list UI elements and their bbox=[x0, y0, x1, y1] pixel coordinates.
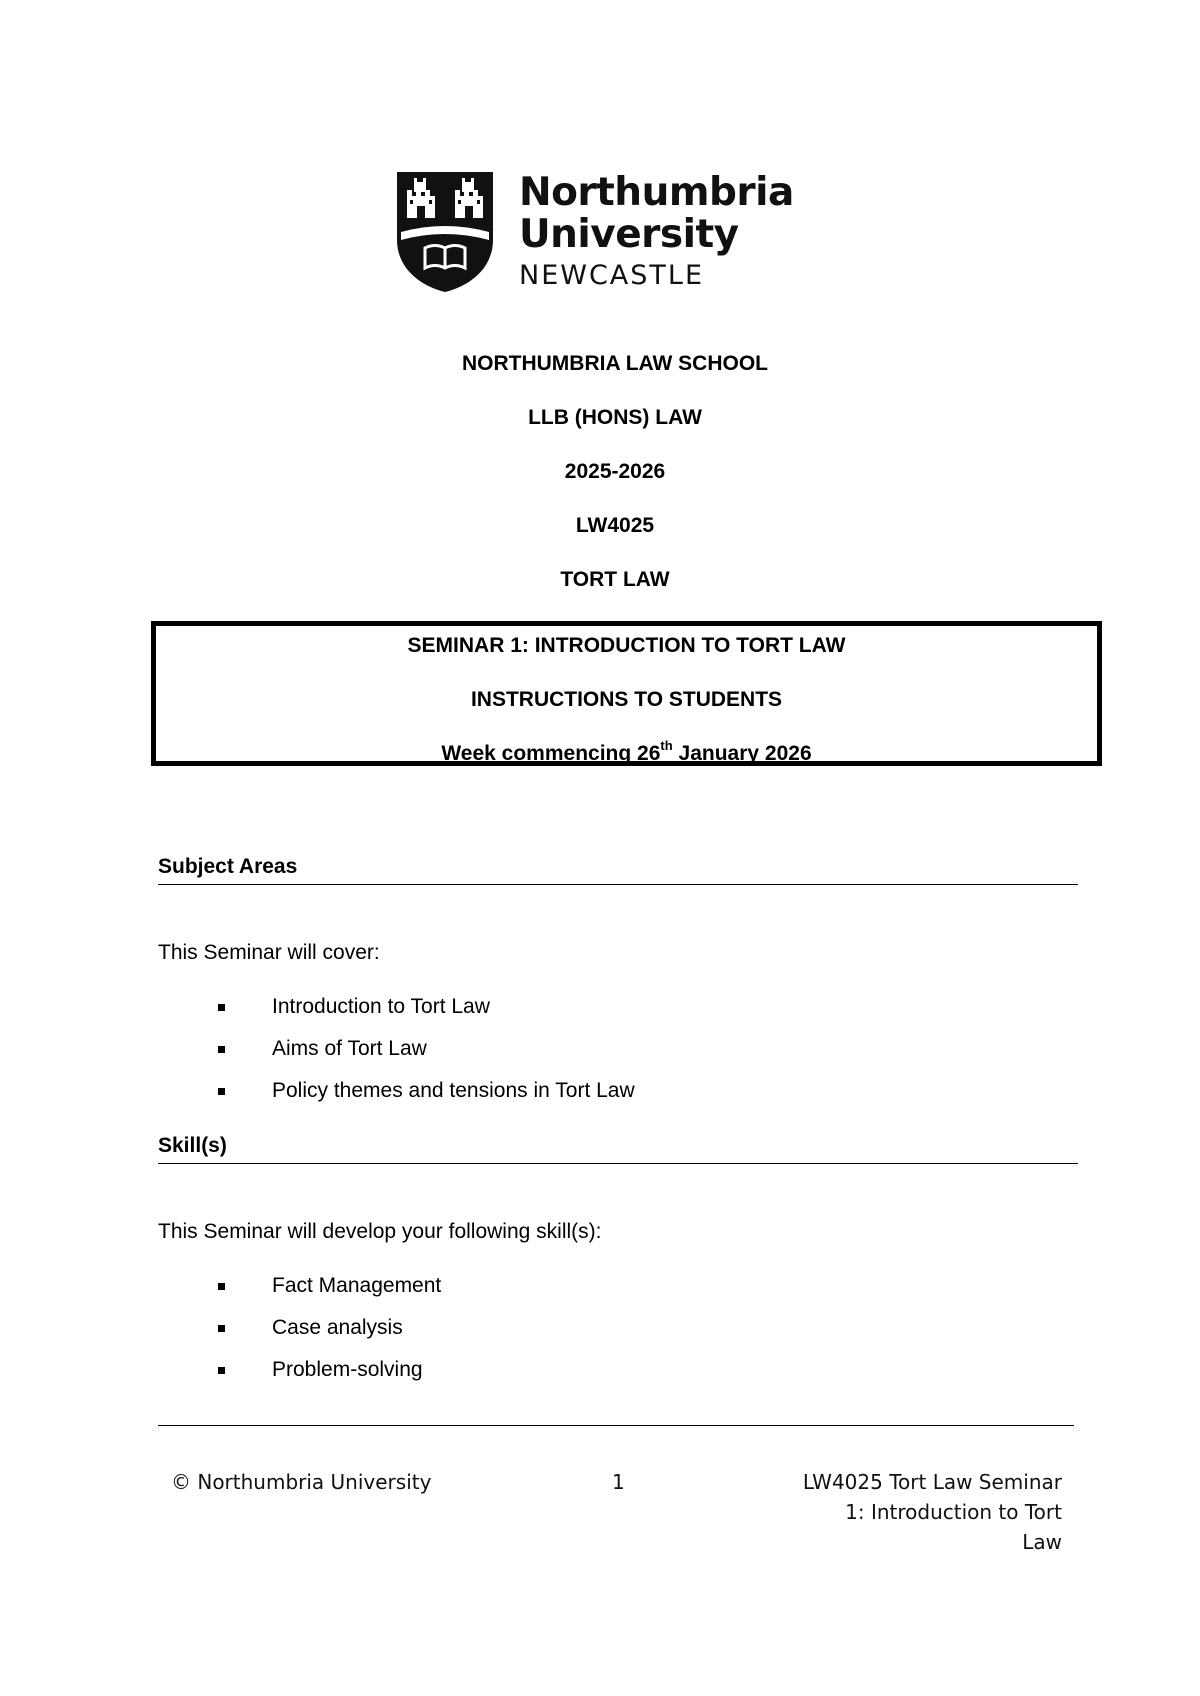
university-logo bbox=[395, 170, 795, 295]
bullet-icon bbox=[218, 1046, 225, 1053]
list-item-text: Aims of Tort Law bbox=[272, 1037, 427, 1060]
programme-name: LLB (HONS) LAW bbox=[528, 406, 702, 429]
footer-page-number: 1 bbox=[612, 1470, 625, 1494]
logo-wordmark-line1: Northumbria bbox=[519, 170, 794, 215]
week-suffix: January 2026 bbox=[672, 742, 812, 765]
skills-heading: Skill(s) bbox=[158, 1134, 1078, 1164]
list-item-text: Problem-solving bbox=[272, 1358, 423, 1381]
bullet-icon bbox=[218, 1325, 225, 1332]
bullet-icon bbox=[218, 1367, 225, 1374]
footer-title-line1: LW4025 Tort Law Seminar bbox=[802, 1470, 1062, 1494]
list-item-text: Fact Management bbox=[272, 1274, 442, 1297]
list-item-text: Case analysis bbox=[272, 1316, 403, 1339]
logo-wordmark-line3: NEWCASTLE bbox=[519, 260, 705, 291]
seminar-subtitle: INSTRUCTIONS TO STUDENTS bbox=[470, 688, 783, 711]
skills-intro: This Seminar will develop your following skill(s): bbox=[158, 1220, 602, 1243]
footer-title-line2: 1: Introduction to Tort bbox=[845, 1500, 1062, 1524]
subject-areas-intro: This Seminar will cover: bbox=[158, 941, 380, 964]
module-code: LW4025 bbox=[575, 514, 655, 537]
seminar-week bbox=[156, 738, 1097, 766]
week-prefix: Week commencing 26 bbox=[441, 742, 661, 765]
list-item-text: Policy themes and tensions in Tort Law bbox=[272, 1079, 635, 1102]
bullet-icon bbox=[218, 1004, 225, 1011]
footer-copyright: © Northumbria University bbox=[171, 1470, 432, 1494]
logo-wordmark-line2: University bbox=[519, 212, 739, 257]
seminar-title: SEMINAR 1: INTRODUCTION TO TORT LAW bbox=[407, 634, 846, 657]
week-superscript: th bbox=[660, 738, 673, 753]
module-name: TORT LAW bbox=[560, 568, 670, 591]
footer-document-title bbox=[740, 1467, 1062, 1557]
footer-divider bbox=[158, 1425, 1074, 1426]
shield-crest-icon bbox=[395, 170, 495, 294]
school-name: NORTHUMBRIA LAW SCHOOL bbox=[461, 352, 769, 375]
list-item-text: Introduction to Tort Law bbox=[272, 995, 490, 1018]
subject-areas-heading: Subject Areas bbox=[158, 855, 1078, 885]
seminar-info-box bbox=[151, 621, 1102, 766]
footer-title-line3: Law bbox=[1022, 1530, 1062, 1554]
bullet-icon bbox=[218, 1283, 225, 1290]
academic-year: 2025-2026 bbox=[564, 460, 666, 483]
bullet-icon bbox=[218, 1088, 225, 1095]
